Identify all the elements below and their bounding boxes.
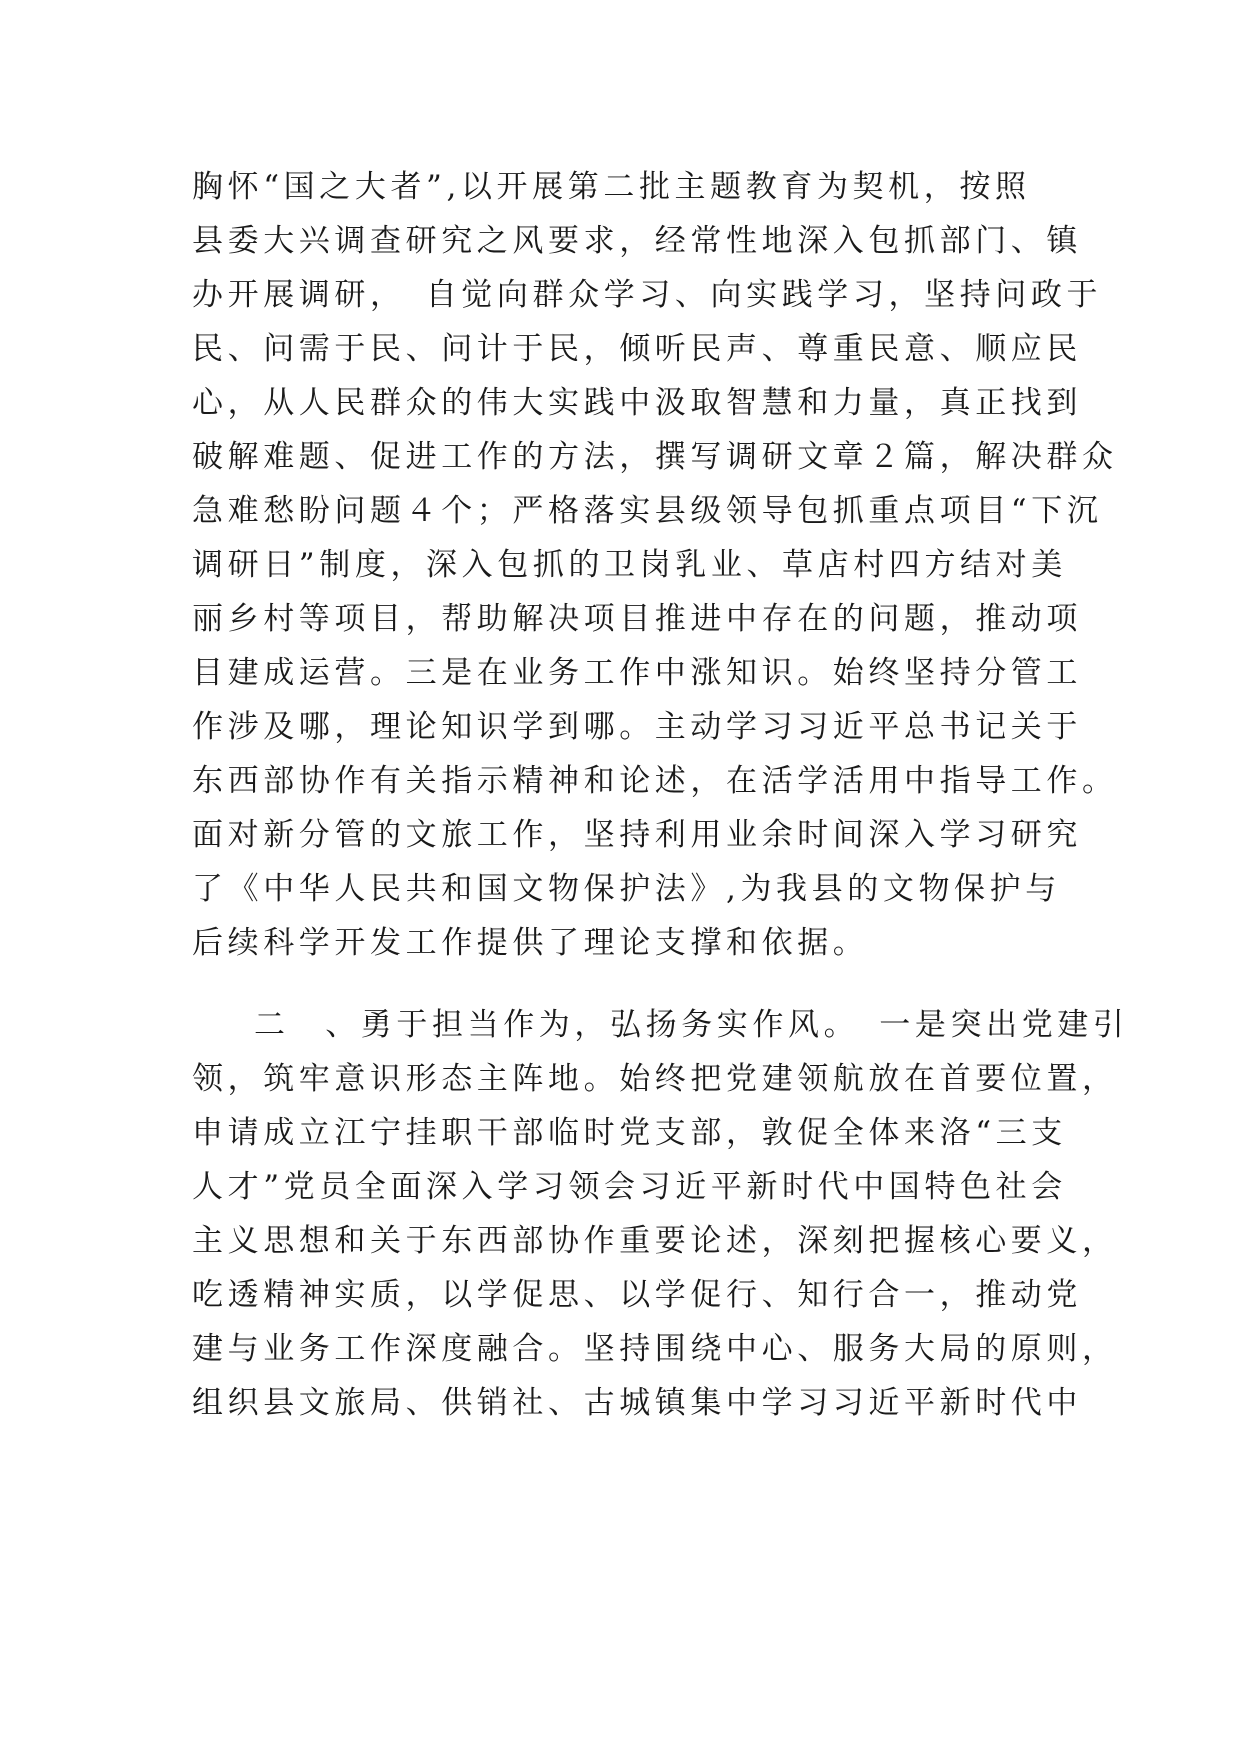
text-line: 丽乡村等项目，帮助解决项目推进中存在的问题，推动项 <box>192 601 1082 637</box>
paragraph-responsibility <box>192 998 1129 1430</box>
text-line: 作涉及哪，理论知识学到哪。主动学习习近平总书记关于 <box>192 709 1082 745</box>
document-body <box>192 160 1129 1430</box>
text-line: 调研日”制度，深入包抓的卫岗乳业、草店村四方结对美 <box>192 547 1067 583</box>
text-line: 申请成立江宁挂职干部临时党支部，敦促全体来洛“三支 <box>192 1115 1067 1151</box>
text-line: 目建成运营。三是在业务工作中涨知识。始终坚持分管工 <box>192 655 1082 691</box>
text-line: 人才”党员全面深入学习领会习近平新时代中国特色社会 <box>192 1169 1067 1205</box>
section-heading-line: 二 、勇于担当作为，弘扬务实作风。 一是突出党建引 <box>254 1007 1129 1043</box>
text-line: 面对新分管的文旅工作，坚持利用业余时间深入学习研究 <box>192 817 1082 853</box>
text-line: 民、问需于民、问计于民，倾听民声、尊重民意、顺应民 <box>192 331 1082 367</box>
text-line: 后续科学开发工作提供了理论支撑和依据。 <box>192 925 869 961</box>
paragraph-spacer <box>192 970 1062 998</box>
text-line: 县委大兴调查研究之风要求，经常性地深入包抓部门、镇 <box>192 223 1082 259</box>
text-line: 急难愁盼问题４个；严格落实县级领导包抓重点项目“下沉 <box>192 493 1103 529</box>
text-line: 建与业务工作深度融合。坚持围绕中心、服务大局的原则， <box>192 1331 1118 1367</box>
text-line: 东西部协作有关指示精神和论述，在活学活用中指导工作。 <box>192 763 1118 799</box>
paragraph-study-research <box>192 160 1118 970</box>
text-line: 领，筑牢意识形态主阵地。始终把党建领航放在首要位置， <box>192 1061 1118 1097</box>
text-line: 了《中华人民共和国文物保护法》,为我县的文物保护与 <box>192 871 1061 907</box>
text-line: 组织县文旅局、供销社、古城镇集中学习习近平新时代中 <box>192 1385 1082 1421</box>
text-line: 主义思想和关于东西部协作重要论述，深刻把握核心要义， <box>192 1223 1118 1259</box>
text-line: 胸怀“国之大者”,以开展第二批主题教育为契机，按照 <box>192 169 1031 205</box>
text-line: 办开展调研， 自觉向群众学习、向实践学习，坚持问政于 <box>192 277 1103 313</box>
text-line: 心，从人民群众的伟大实践中汲取智慧和力量，真正找到 <box>192 385 1082 421</box>
text-line: 破解难题、促进工作的方法，撰写调研文章２篇，解决群众 <box>192 439 1118 475</box>
text-line: 吃透精神实质，以学促思、以学促行、知行合一，推动党 <box>192 1277 1082 1313</box>
